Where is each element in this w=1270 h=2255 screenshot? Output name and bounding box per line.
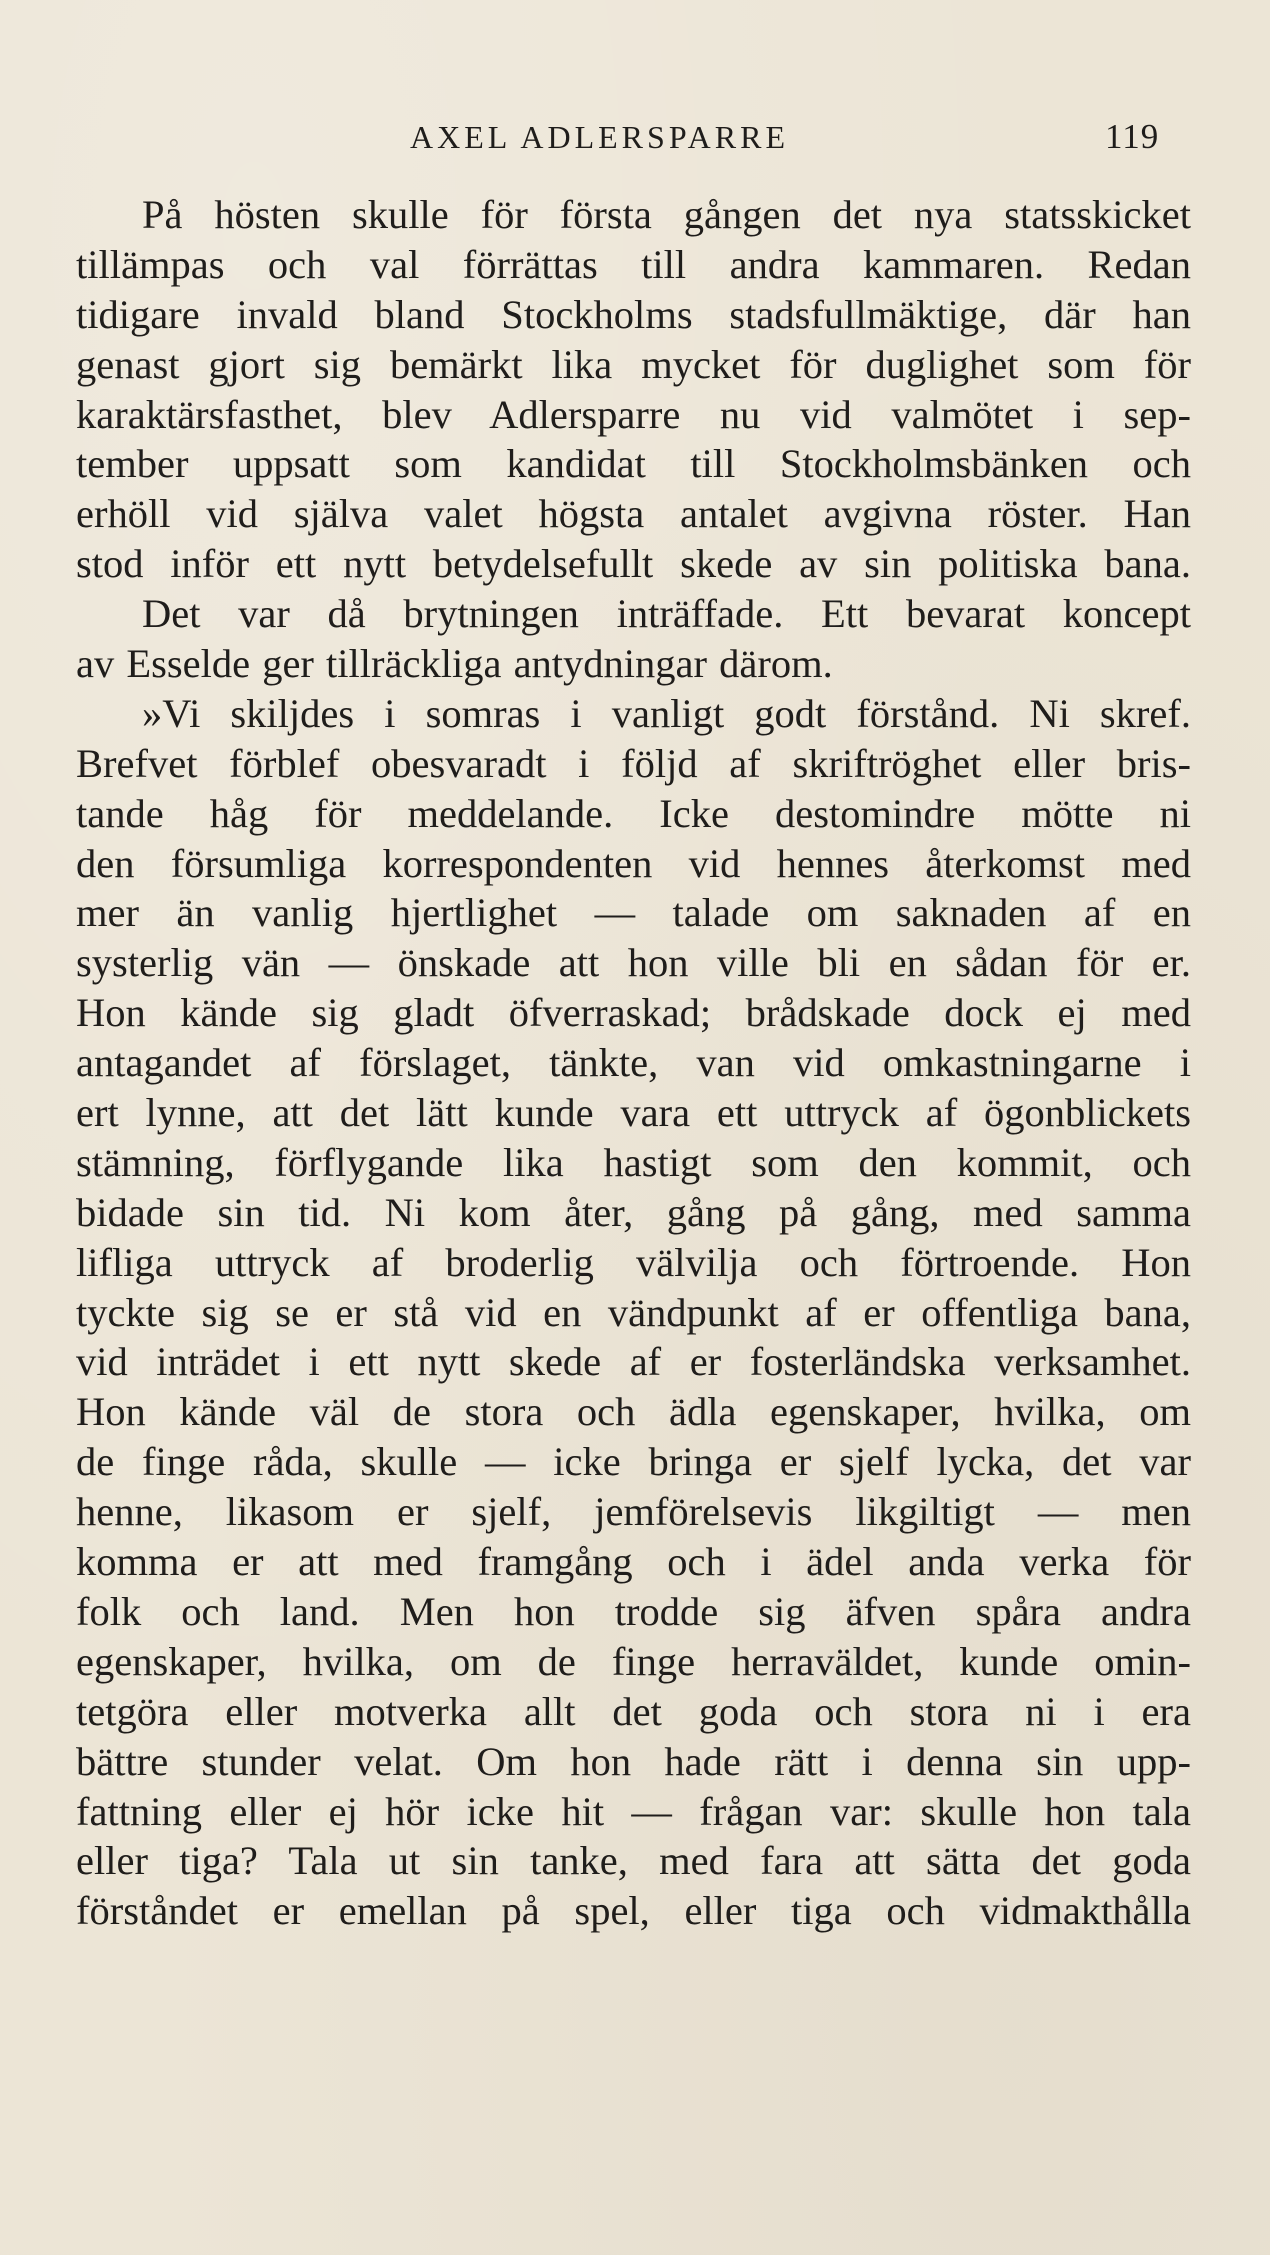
text-line: lifliga uttryck af broderlig välvilja och förtroende. Hon <box>76 1239 1191 1285</box>
text-line: erhöll vid själva valet högsta antalet avgivna röster. Han <box>76 491 1191 537</box>
text-line: Hon kände väl de stora och ädla egenskaper, hvilka, om <box>76 1389 1191 1435</box>
text-line: henne, likasom er sjelf, jemförelsevis likgiltigt — men <box>76 1489 1191 1535</box>
text-line: systerlig vän — önskade att hon ville bli en sådan för er. <box>76 940 1191 986</box>
text-line: stod inför ett nytt betydelsefullt skede av sin politiska bana. <box>76 541 1191 587</box>
text-line: Det var då brytningen inträffade. Ett bevarat koncept <box>142 591 1191 637</box>
text-line: mer än vanlig hjertlighet — talade om saknaden af en <box>76 890 1191 936</box>
text-line: På hösten skulle för första gången det nya statsskicket <box>142 192 1191 237</box>
text-line: de finge råda, skulle — icke bringa er sjelf lycka, det var <box>76 1439 1191 1485</box>
text-line: komma er att med framgång och i ädel anda verka för <box>76 1539 1191 1585</box>
text-line: stämning, förflygande lika hastigt som den kommit, och <box>76 1139 1191 1185</box>
text-line: bättre stunder velat. Om hon hade rätt i denna sin upp- <box>76 1738 1191 1784</box>
text-line: fattning eller ej hör icke hit — frågan var: skulle hon tala <box>76 1788 1191 1834</box>
text-line: antagandet af förslaget, tänkte, van vid omkastningarne i <box>76 1040 1191 1086</box>
text-line: tillämpas och val förrättas till andra kammaren. Redan <box>76 241 1191 287</box>
text-line: egenskaper, hvilka, om de finge herraväldet, kunde omin- <box>76 1638 1191 1684</box>
text-line: Brefvet förblef obesvaradt i följd af skriftröghet eller bris- <box>76 740 1191 786</box>
text-line: tember uppsatt som kandidat till Stockholmsbänken och <box>76 441 1191 487</box>
text-line: eller tiga? Tala ut sin tanke, med fara att sätta det goda <box>76 1838 1191 1884</box>
text-line: Hon kände sig gladt öfverraskad; brådskade dock ej med <box>76 990 1191 1036</box>
body-text <box>76 190 1191 1936</box>
text-line: »Vi skiljdes i somras i vanligt godt förstånd. Ni skref. <box>142 690 1191 736</box>
text-line: tidigare invald bland Stockholms stadsfullmäktige, där han <box>76 291 1191 337</box>
text-line: tande håg för meddelande. Icke destomindre mötte ni <box>76 790 1191 836</box>
page-number: 119 <box>1105 117 1160 156</box>
text-line: den försumliga korrespondenten vid hennes återkomst med <box>76 840 1191 886</box>
text-line: genast gjort sig bemärkt lika mycket för duglighet som för <box>76 341 1191 387</box>
text-line: av Esselde ger tillräckliga antydningar därom. <box>76 641 833 687</box>
text-line: bidade sin tid. Ni kom åter, gång på gång, med samma <box>76 1189 1191 1235</box>
text-line: tetgöra eller motverka allt det goda och stora ni i era <box>76 1688 1191 1734</box>
running-head <box>0 112 1270 162</box>
running-title: AXEL ADLERSPARRE <box>410 119 790 155</box>
text-line: förståndet er emellan på spel, eller tiga och vidmakthålla <box>76 1888 1191 1934</box>
text-line: ert lynne, att det lätt kunde vara ett uttryck af ögonblickets <box>76 1090 1191 1136</box>
text-line: karaktärsfasthet, blev Adlersparre nu vid valmötet i sep- <box>76 391 1191 437</box>
text-line: vid inträdet i ett nytt skede af er fosterländska verksamhet. <box>76 1339 1191 1385</box>
text-line: folk och land. Men hon trodde sig äfven spåra andra <box>76 1588 1191 1634</box>
text-line: tyckte sig se er stå vid en vändpunkt af er offentliga bana, <box>76 1289 1191 1335</box>
